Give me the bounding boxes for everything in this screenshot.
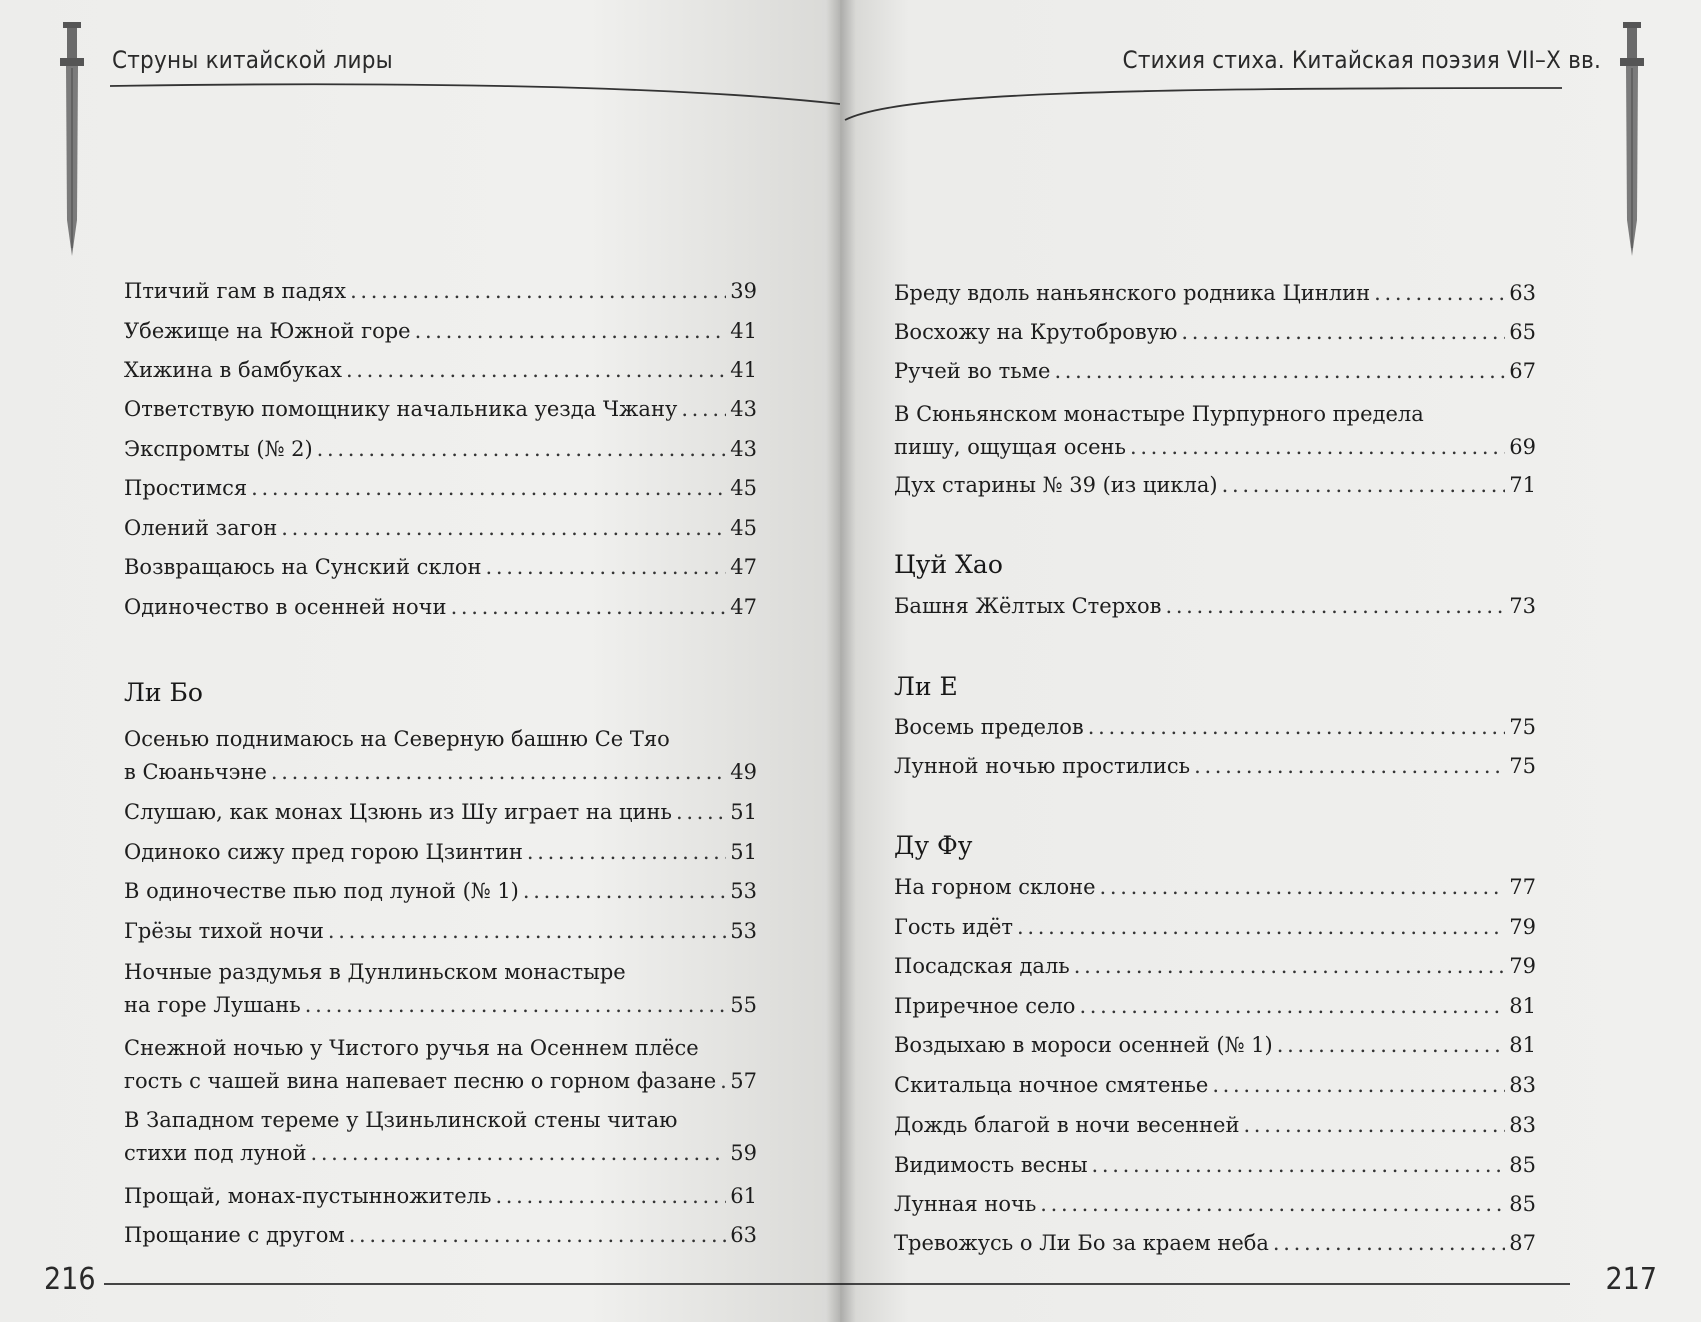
toc-entry	[894, 714, 1536, 740]
entry-title: Слушаю, как монах Цзюнь из Шу играет на цинь	[124, 800, 672, 824]
entry-page: 41	[730, 319, 757, 343]
toc-entry	[124, 726, 757, 785]
entry-page: 41	[730, 358, 757, 382]
entry-page: 69	[1509, 435, 1536, 459]
section-author: Ли Е	[894, 672, 958, 701]
entry-page: 59	[730, 1141, 757, 1165]
toc-entry	[894, 1072, 1536, 1098]
entry-title: на горе Лушань	[124, 993, 301, 1017]
toc-entry	[894, 1191, 1536, 1217]
toc-entry	[894, 953, 1536, 979]
toc-entry	[894, 280, 1536, 306]
right-page	[840, 0, 1701, 1322]
entry-page: 83	[1509, 1113, 1536, 1137]
entry-title-line1: Осенью поднимаюсь на Северную башню Се Тяо	[124, 727, 670, 751]
entry-title: стихи под луной	[124, 1141, 307, 1165]
entry-title: Олений загон	[124, 516, 278, 540]
entry-title: Воздыхаю в мороси осенней (№ 1)	[894, 1033, 1273, 1057]
entry-page: 63	[730, 1223, 757, 1247]
leader-dots	[251, 475, 726, 501]
entry-page: 39	[730, 279, 757, 303]
leader-dots	[1165, 593, 1505, 619]
toc-entry	[894, 1230, 1536, 1256]
entry-title: Видимость весны	[894, 1153, 1088, 1177]
leader-dots	[415, 318, 727, 344]
leader-dots	[310, 1140, 726, 1166]
entry-title: Приречное село	[894, 994, 1076, 1018]
leader-dots	[1130, 434, 1505, 460]
entry-title: В одиночестве пью под луной (№ 1)	[124, 879, 519, 903]
section-author: Ли Бо	[124, 678, 203, 707]
leader-dots	[1273, 1230, 1505, 1256]
footer-rule	[104, 1283, 840, 1285]
entry-page: 75	[1509, 715, 1536, 739]
entry-page: 53	[730, 879, 757, 903]
entry-page: 85	[1509, 1192, 1536, 1216]
toc-entry	[124, 318, 757, 344]
leader-dots	[346, 357, 726, 383]
leader-dots	[1040, 1191, 1505, 1217]
header-rule	[110, 78, 840, 108]
entry-title: Экспромты (№ 2)	[124, 437, 313, 461]
leader-dots	[1374, 280, 1505, 306]
entry-title: гость с чашей вина напевает песню о горном фазане	[124, 1069, 717, 1093]
toc-entry	[124, 959, 757, 1018]
entry-title: в Сюаньчэне	[124, 760, 267, 784]
toc-entry	[124, 396, 757, 422]
entry-page: 45	[730, 476, 757, 500]
entry-title: Скитальца ночное смятенье	[894, 1073, 1209, 1097]
entry-title: Башня Жёлтых Стерхов	[894, 594, 1162, 618]
leader-dots	[317, 436, 727, 462]
entry-title-line1: Ночные раздумья в Дунлиньском монастыре	[124, 960, 626, 984]
running-head: Струны китайской лиры	[112, 46, 393, 74]
entry-title: Убежище на Южной горе	[124, 319, 411, 343]
toc-entry	[894, 993, 1536, 1019]
entry-page: 79	[1509, 915, 1536, 939]
toc-entry	[894, 1112, 1536, 1138]
entry-page: 87	[1509, 1231, 1536, 1255]
toc-entry	[124, 1107, 757, 1166]
leader-dots	[523, 878, 726, 904]
leader-dots	[1181, 319, 1505, 345]
entry-page: 51	[730, 840, 757, 864]
entry-page: 65	[1509, 320, 1536, 344]
entry-title: Простимся	[124, 476, 248, 500]
leader-dots	[349, 1222, 727, 1248]
entry-page: 47	[730, 595, 757, 619]
page-number: 216	[44, 1262, 96, 1297]
entry-title: Восхожу на Крутобровую	[894, 320, 1178, 344]
section-author: Ду Фу	[894, 831, 973, 860]
toc-entry	[894, 1032, 1536, 1058]
entry-page: 55	[730, 993, 757, 1017]
toc-entry	[124, 799, 757, 825]
toc-entry	[124, 554, 757, 580]
leader-dots	[1277, 1032, 1506, 1058]
entry-page: 43	[730, 397, 757, 421]
leader-dots	[1017, 914, 1505, 940]
toc-entry	[124, 515, 757, 541]
entry-title: Ответствую помощнику начальника уезда Чжану	[124, 397, 678, 421]
toc-entry	[894, 401, 1536, 460]
leader-dots	[1222, 472, 1506, 498]
leader-dots	[271, 759, 726, 785]
sword-ornament-icon	[57, 20, 87, 260]
entry-page: 43	[730, 437, 757, 461]
leader-dots	[495, 1183, 726, 1209]
entry-page: 47	[730, 555, 757, 579]
toc-entry	[124, 1183, 757, 1209]
footer-rule	[840, 1283, 1570, 1285]
toc-entry	[124, 357, 757, 383]
entry-title-line1: Снежной ночью у Чистого ручья на Осеннем плёсе	[124, 1036, 699, 1060]
toc-entry	[124, 918, 757, 944]
entry-page: 83	[1509, 1073, 1536, 1097]
entry-page: 77	[1509, 875, 1536, 899]
toc-entry	[894, 358, 1536, 384]
entry-page: 67	[1509, 359, 1536, 383]
entry-title: Гость идёт	[894, 915, 1014, 939]
leader-dots	[1079, 993, 1505, 1019]
toc-entry	[124, 594, 757, 620]
entry-title: Прощай, монах-пустынножитель	[124, 1184, 492, 1208]
entry-page: 75	[1509, 754, 1536, 778]
toc-entry	[124, 1035, 757, 1094]
entry-page: 79	[1509, 954, 1536, 978]
toc-entry	[894, 1152, 1536, 1178]
entry-page: 49	[730, 760, 757, 784]
left-page	[0, 0, 840, 1322]
entry-page: 51	[730, 800, 757, 824]
entry-page: 61	[730, 1184, 757, 1208]
entry-title: Хижина в бамбуках	[124, 358, 342, 382]
leader-dots	[1243, 1112, 1505, 1138]
leader-dots	[1074, 953, 1506, 979]
running-head: Стихия стиха. Китайская поэзия VII–X вв.	[1122, 46, 1601, 74]
entry-title: Бреду вдоль наньянского родника Цинлин	[894, 281, 1371, 305]
entry-page: 81	[1509, 1033, 1536, 1057]
toc-entry	[894, 593, 1536, 619]
toc-entry	[894, 914, 1536, 940]
leader-dots	[1100, 874, 1506, 900]
toc-entry	[124, 878, 757, 904]
entry-title: Возвращаюсь на Сунский склон	[124, 555, 482, 579]
entry-page: 63	[1509, 281, 1536, 305]
page-number: 217	[1605, 1262, 1657, 1297]
toc-entry	[124, 1222, 757, 1248]
entry-title: Восемь пределов	[894, 715, 1084, 739]
header-rule	[840, 82, 1562, 122]
entry-title: Дух старины № 39 (из цикла)	[894, 473, 1218, 497]
leader-dots	[451, 594, 727, 620]
section-author: Цуй Хао	[894, 550, 1003, 579]
entry-title: Ручей во тьме	[894, 359, 1051, 383]
toc-entry	[894, 472, 1536, 498]
entry-title: Грёзы тихой ночи	[124, 919, 324, 943]
leader-dots	[486, 554, 727, 580]
toc-entry	[124, 475, 757, 501]
entry-title: Дождь благой в ночи весенней	[894, 1113, 1240, 1137]
leader-dots	[1212, 1072, 1505, 1098]
toc-entry	[124, 839, 757, 865]
entry-page: 73	[1509, 594, 1536, 618]
entry-title-line1: В Сюньянском монастыре Пурпурного предела	[894, 402, 1424, 426]
leader-dots	[1054, 358, 1505, 384]
toc-entry	[894, 319, 1536, 345]
toc-entry	[894, 753, 1536, 779]
entry-title: Одиноко сижу пред горою Цзинтин	[124, 840, 523, 864]
entry-title: Одиночество в осенней ночи	[124, 595, 447, 619]
leader-dots	[681, 396, 726, 422]
entry-title: Посадская даль	[894, 954, 1070, 978]
entry-title: На горном склоне	[894, 875, 1096, 899]
entry-page: 71	[1509, 473, 1536, 497]
toc-entry	[124, 278, 757, 304]
entry-title: Лунная ночь	[894, 1192, 1037, 1216]
entry-page: 53	[730, 919, 757, 943]
sword-ornament-icon	[1617, 20, 1647, 260]
entry-title: пишу, ощущая осень	[894, 435, 1126, 459]
entry-title: Тревожусь о Ли Бо за краем неба	[894, 1231, 1269, 1255]
entry-title: Птичий гам в падях	[124, 279, 347, 303]
leader-dots	[676, 799, 726, 825]
entry-page: 45	[730, 516, 757, 540]
leader-dots	[1092, 1152, 1506, 1178]
toc-entry	[124, 436, 757, 462]
book-gutter	[826, 0, 856, 1322]
entry-title-line1: В Западном тереме у Цзиньлинской стены читаю	[124, 1108, 678, 1132]
leader-dots	[350, 278, 726, 304]
entry-page: 57	[730, 1069, 757, 1093]
leader-dots	[527, 839, 726, 865]
entry-title: Прощание с другом	[124, 1223, 345, 1247]
leader-dots	[305, 992, 727, 1018]
leader-dots	[281, 515, 726, 541]
leader-dots	[328, 918, 726, 944]
entry-title: Лунной ночью простились	[894, 754, 1191, 778]
entry-page: 81	[1509, 994, 1536, 1018]
entry-page: 85	[1509, 1153, 1536, 1177]
toc-entry	[894, 874, 1536, 900]
leader-dots	[1088, 714, 1506, 740]
leader-dots	[1194, 753, 1505, 779]
